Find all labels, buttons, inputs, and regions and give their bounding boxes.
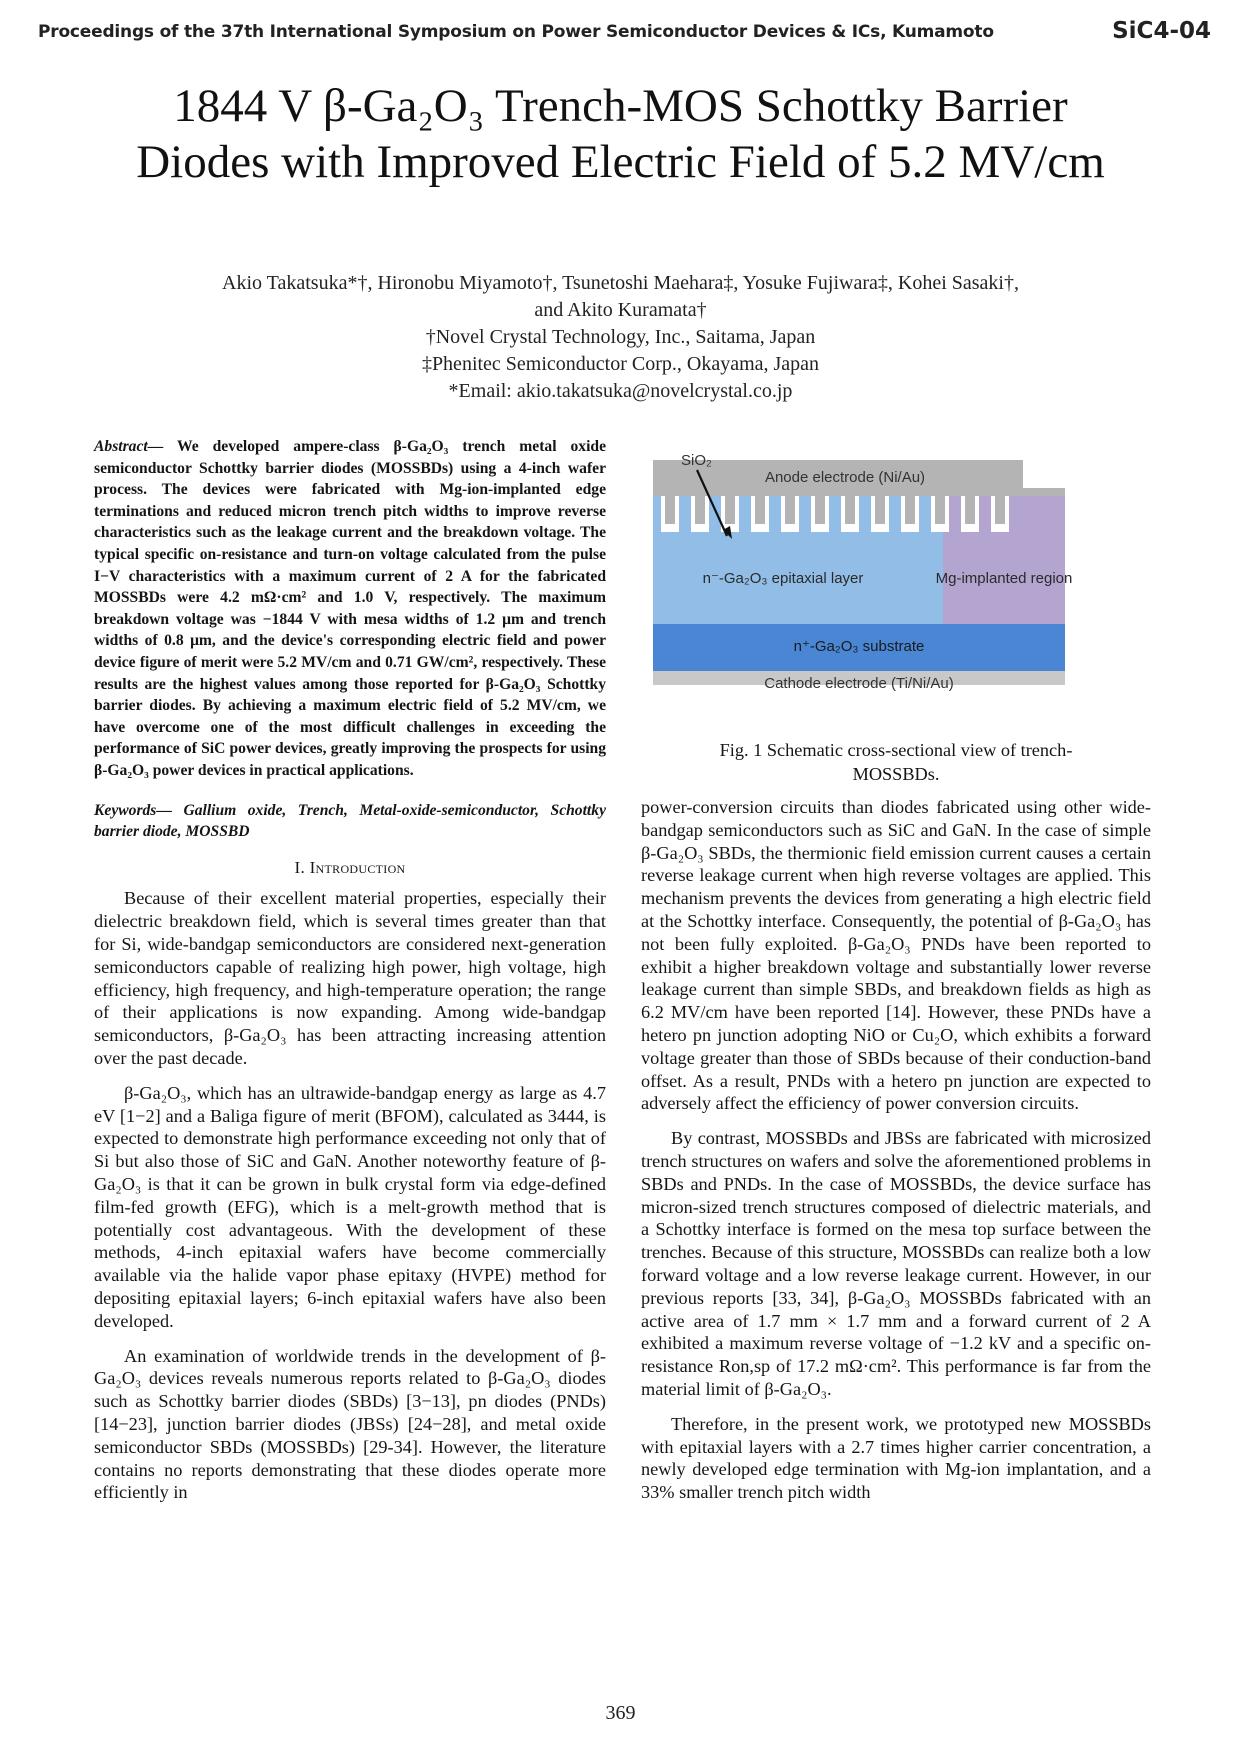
caption-line-2: MOSSBDs. xyxy=(852,764,940,784)
affiliation-1: †Novel Crystal Technology, Inc., Saitama, Japan xyxy=(425,326,816,348)
paper-id: SiC4-04 xyxy=(1112,18,1211,44)
caption-line-1: Fig. 1 Schematic cross-sectional view of trench- xyxy=(719,740,1073,760)
trench-mossbd-schematic xyxy=(653,440,1139,740)
abstract xyxy=(94,436,606,782)
section-number: I. xyxy=(294,857,306,877)
substrate-label: n⁺-Ga₂O₃ substrate xyxy=(793,638,925,655)
paragraph-right-1: power-conversion circuits than diodes fabricated using other wide-bandgap semiconductors such as SiC and GaN. In the case of simple β-Ga₂O₃ SBDs, the thermionic field emission current causes a certain reverse leakage current when high reverse voltages are applied. This mechanism prevents the devices from generating a high electric field at the Schottky interface. Consequently, the potential of β-Ga₂O₃ has not been fully exploited. β-Ga₂O₃ PNDs have been reported to exhibit a higher breakdown voltage and substantially lower reverse leakage current than simple SBDs, and breakdown fields as high as 6.2 MV/cm have been reported [14]. However, these PNDs have a hetero pn junction adopting NiO or Cu₂O, which exhibits a forward voltage greater than those of SBDs because of their conduction-band offset. As a result, PNDs with a hetero pn junction are expected to adversely affect the efficiency of power conversion circuits. xyxy=(641,797,1151,1114)
right-column xyxy=(641,436,1151,1516)
abstract-text: We developed ampere-class β-Ga₂O₃ trench metal oxide semiconductor Schottky barrier diodes (MOSSBDs) using a 4-inch wafer process. The devices were fabricated with Mg-ion-implanted edge terminations and reduced micron trench pitch widths to improve reverse characteristics such as the leakage current and the breakdown voltage. The typical specific on-resistance and turn-on voltage calculated from the pulse I−V characteristics with a maximum current of 2 A for the fabricated MOSSBDs were 4.2 mΩ·cm² and 1.0 V, respectively. The maximum breakdown voltage was −1844 V with mesa widths of 1.2 μm and trench widths of 0.8 μm, and the device's corresponding electric field and power device figure of merit were 5.2 MV/cm and 0.71 GW/cm², respectively. These results are the highest values among those reported for β-Ga₂O₃ Schottky barrier diodes. By achieving a maximum electric field of 5.2 MV/cm, we have overcome one of the most difficult challenges in exceeding the performance of SiC power devices, greatly improving the prospects for using β-Ga₂O₃ power devices in practical applications. xyxy=(94,438,606,779)
epi-label: n⁻-Ga₂O₃ epitaxial layer xyxy=(702,570,864,587)
paragraph-right-2: By contrast, MOSSBDs and JBSs are fabricated with microsized trench structures on wafers and solve the aforementioned problems in SBDs and PNDs. In the case of MOSSBDs, the device surface has micron-sized trench structures composed of dielectric materials, and a Schottky interface is formed on the mesa top surface between the trenches. Because of this structure, MOSSBDs can realize both a low forward voltage and a low reverse leakage current. However, in our previous reports [33, 34], β-Ga₂O₃ MOSSBDs fabricated with an active area of 1.7 mm × 1.7 mm and a forward current of 2 A exhibited a maximum reverse voltage of −1.2 kV and a specific on-resistance Ron,sp of 17.2 mΩ·cm². This performance is far from the material limit of β-Ga₂O₃. xyxy=(641,1128,1151,1399)
section-title: Introduction xyxy=(309,857,406,877)
keywords-text: Gallium oxide, Trench, Metal-oxide-semiconductor, Schottky barrier diode, MOSSBD xyxy=(94,801,606,841)
affiliation-2: ‡Phenitec Semiconductor Corp., Okayama, Japan xyxy=(421,353,820,375)
figure-1 xyxy=(641,436,1151,796)
mg-label: Mg-implanted region xyxy=(935,570,1073,587)
keywords xyxy=(94,800,606,843)
paragraph-left-1: Because of their excellent material properties, especially their dielectric breakdown field, which is several times greater than that for Si, wide-bandgap semiconductors are considered next-generation semiconductors capable of realizing high power, high voltage, high efficiency, high frequency, and high-temperature operation; the range of their applications is now expanding. Among wide-bandgap semiconductors, β-Ga₂O₃ has been attracting increasing attention over the past decade. xyxy=(94,888,606,1069)
paragraph-left-3: An examination of worldwide trends in the development of β-Ga₂O₃ devices reveals numerous reports related to β-Ga₂O₃ diodes such as Schottky barrier diodes (SBDs) [3−13], pn diodes (PNDs) [14−23], junction barrier diodes (JBSs) [24−28], and metal oxide semiconductor SBDs (MOSSBDs) [29-34]. However, the literature contains no reports demonstrating that these diodes operate more efficiently in xyxy=(94,1345,606,1503)
title-line-2: Diodes with Improved Electric Field of 5.2 MV/cm xyxy=(136,136,1105,188)
keywords-label: Keywords— xyxy=(94,801,172,819)
author-block xyxy=(60,270,1181,405)
anode-label: Anode electrode (Ni/Au) xyxy=(764,469,926,486)
left-column xyxy=(94,436,606,1516)
author-list-cont: and Akito Kuramata† xyxy=(534,299,707,321)
paragraph-left-2: β-Ga₂O₃, which has an ultrawide-bandgap energy as large as 4.7 eV [1−2] and a Baliga figure of merit (BFOM), calculated as 3444, is expected to demonstrate high performance exceeding not only that of Si but also those of SiC and GaN. Another noteworthy feature of β-Ga₂O₃ is that it can be grown in bulk crystal form via edge-defined film-fed growth (EFG), which is a melt-growth method that is potentially cost advantageous. With the development of these methods, 4-inch epitaxial wafers have become commercially available via the halide vapor phase epitaxy (HVPE) method for depositing epitaxial layers; 6-inch epitaxial wafers have also been developed. xyxy=(94,1082,606,1331)
title-line-1: 1844 V β-Ga₂O₃ Trench-MOS Schottky Barrier xyxy=(173,80,1068,132)
page-number: 369 xyxy=(605,1702,636,1724)
corresponding-email: *Email: akio.takatsuka@novelcrystal.co.jp xyxy=(448,380,793,402)
paragraph-right-3: Therefore, in the present work, we prototyped new MOSSBDs with epitaxial layers with a 2.7 times higher carrier concentration, a newly developed edge termination with Mg-ion implantation, and a 33% smaller trench pitch width xyxy=(641,1413,1151,1503)
paper-title xyxy=(40,78,1201,190)
section-heading-introduction xyxy=(94,857,606,880)
author-list: Akio Takatsuka*†, Hironobu Miyamoto†, Tsunetoshi Maehara‡, Yosuke Fujiwara‡, Kohei Sasaki†, xyxy=(222,272,1019,294)
conference-header: Proceedings of the 37th International Symposium on Power Semiconductor Devices & ICs, Kumamoto xyxy=(38,22,994,42)
sio2-label: SiO₂ xyxy=(681,452,712,469)
abstract-label: Abstract— xyxy=(94,438,164,455)
cathode-label: Cathode electrode (Ti/Ni/Au) xyxy=(764,675,954,692)
figure-caption xyxy=(641,738,1151,786)
